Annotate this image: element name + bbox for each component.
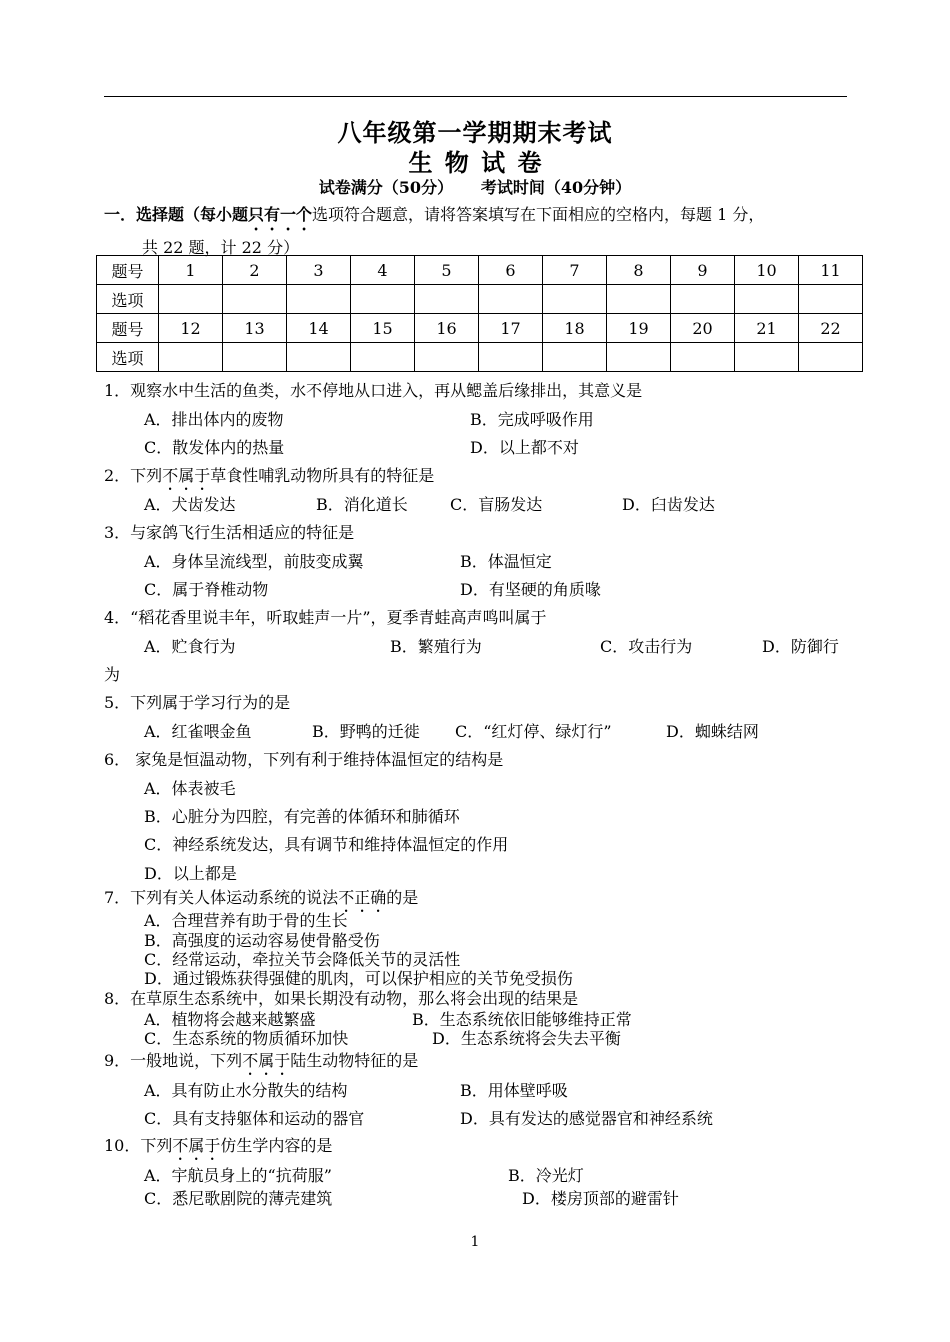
answer-cell[interactable] — [223, 343, 287, 372]
question-number: 12 — [159, 314, 223, 343]
option-a: A．身体呈流线型，前肢变成翼 — [144, 552, 364, 571]
question-8: 8．在草原生态系统中，如果长期没有动物，那么将会出现的结果是 — [104, 989, 579, 1008]
question-emphasis: 不正确 — [338, 888, 387, 907]
question-text: 7．下列有关人体运动系统的说法 — [104, 888, 339, 907]
option-b: B．生态系统依旧能够维持正常 — [412, 1010, 632, 1029]
option-d: D．防御行 — [762, 637, 839, 656]
subject-title: 生 物 试 卷 — [408, 148, 542, 177]
question-number: 15 — [351, 314, 415, 343]
option-c: C．悉尼歌剧院的薄壳建筑 — [144, 1189, 333, 1208]
option-c: C．神经系统发达，具有调节和维持体温恒定的作用 — [144, 835, 509, 854]
answer-cell[interactable] — [159, 285, 223, 314]
section-instructions — [104, 201, 864, 262]
question-text: 的是 — [386, 888, 419, 907]
answer-cell[interactable] — [735, 285, 799, 314]
option-d: D．以上都是 — [144, 864, 237, 883]
question-number: 3 — [287, 256, 351, 285]
question-number: 16 — [415, 314, 479, 343]
answer-cell[interactable] — [159, 343, 223, 372]
answer-cell[interactable] — [287, 343, 351, 372]
option-a: A．植物将会越来越繁盛 — [144, 1010, 316, 1029]
question-10 — [104, 1133, 332, 1164]
option-b: B．消化道长 — [316, 495, 408, 514]
question-3: 3．与家鸽飞行生活相适应的特征是 — [104, 523, 355, 542]
question-emphasis: 不属于 — [162, 466, 211, 485]
answer-cell[interactable] — [543, 343, 607, 372]
option-a: A．宇航员身上的“抗荷服” — [144, 1166, 332, 1185]
question-5: 5．下列属于学习行为的是 — [104, 693, 291, 712]
option-b: B．心脏分为四腔，有完善的体循环和肺循环 — [144, 807, 460, 826]
answer-table — [96, 255, 863, 372]
option-a: A．排出体内的废物 — [144, 410, 284, 429]
question-number: 19 — [607, 314, 671, 343]
option-c: C．攻击行为 — [600, 637, 693, 656]
option-c: C．盲肠发达 — [450, 495, 543, 514]
option-b: B．体温恒定 — [460, 552, 552, 571]
answer-cell[interactable] — [799, 343, 863, 372]
exam-title: 八年级第一学期期末考试 — [337, 118, 613, 147]
option-d: D．生态系统将会失去平衡 — [432, 1029, 621, 1048]
option-d: D．以上都不对 — [470, 438, 579, 457]
answer-cell[interactable] — [287, 285, 351, 314]
option-c: C．散发体内的热量 — [144, 438, 285, 457]
option-c: C．生态系统的物质循环加快 — [144, 1029, 349, 1048]
answer-cell[interactable] — [735, 343, 799, 372]
option-a: A．体表被毛 — [144, 779, 236, 798]
question-number: 1 — [159, 256, 223, 285]
answer-cell[interactable] — [479, 285, 543, 314]
question-6: 6． 家兔是恒温动物，下列有利于维持体温恒定的结构是 — [104, 750, 504, 769]
option-c: C．经常运动，牵拉关节会降低关节的灵活性 — [144, 950, 461, 969]
answer-cell[interactable] — [543, 285, 607, 314]
exam-meta: 试卷满分（50分） 考试时间（40分钟） — [318, 178, 632, 197]
option-d: D．通过锻炼获得强健的肌肉，可以保护相应的关节免受损伤 — [144, 969, 573, 988]
question-number: 22 — [799, 314, 863, 343]
question-number: 8 — [607, 256, 671, 285]
question-text: 陆生动物特征的是 — [290, 1051, 419, 1070]
option-c: C．具有支持躯体和运动的器官 — [144, 1109, 365, 1128]
question-number: 20 — [671, 314, 735, 343]
question-text: 10．下列 — [104, 1136, 173, 1155]
question-text: 2．下列 — [104, 466, 163, 485]
question-4: 4．“稻花香里说丰年，听取蛙声一片”，夏季青蛙高声鸣叫属于 — [104, 608, 547, 627]
question-text: 仿生学内容的是 — [220, 1136, 333, 1155]
answer-cell[interactable] — [351, 343, 415, 372]
answer-cell[interactable] — [479, 343, 543, 372]
question-emphasis: 不属于 — [172, 1136, 221, 1155]
question-number: 21 — [735, 314, 799, 343]
question-number: 6 — [479, 256, 543, 285]
row-label-answer: 选项 — [97, 343, 159, 372]
answer-table-row — [97, 285, 863, 314]
option-c: C．“红灯停、绿灯行” — [455, 722, 612, 741]
header-rule — [104, 96, 847, 97]
answer-cell[interactable] — [799, 285, 863, 314]
option-b: B．高强度的运动容易使骨骼受伤 — [144, 931, 380, 950]
answer-cell[interactable] — [607, 343, 671, 372]
row-label-answer: 选项 — [97, 285, 159, 314]
question-number: 13 — [223, 314, 287, 343]
question-number: 2 — [223, 256, 287, 285]
option-a: A．红雀喂金鱼 — [144, 722, 252, 741]
question-text: 9．一般地说，下列 — [104, 1051, 243, 1070]
option-b: B．用体壁呼吸 — [460, 1081, 568, 1100]
page-number: 1 — [470, 1234, 480, 1250]
question-text: 草食性哺乳动物所具有的特征是 — [210, 466, 435, 485]
answer-table-row — [97, 343, 863, 372]
row-label-number: 题号 — [97, 256, 159, 285]
section-text-line2: 共 22 题，计 22 分） — [142, 238, 300, 257]
section-text: 选项符合题意，请将答案填写在下面相应的空格内，每题 1 分， — [312, 205, 765, 224]
section-emphasis: 只有一个 — [248, 205, 313, 224]
answer-cell[interactable] — [351, 285, 415, 314]
row-label-number: 题号 — [97, 314, 159, 343]
option-d: D．臼齿发达 — [622, 495, 715, 514]
answer-cell[interactable] — [415, 285, 479, 314]
option-d: D．有坚硬的角质喙 — [460, 580, 601, 599]
option-b: B．繁殖行为 — [390, 637, 482, 656]
question-number: 5 — [415, 256, 479, 285]
answer-cell[interactable] — [671, 343, 735, 372]
answer-table-row — [97, 256, 863, 285]
answer-cell[interactable] — [671, 285, 735, 314]
question-9 — [104, 1048, 418, 1079]
question-number: 14 — [287, 314, 351, 343]
option-c: C．属于脊椎动物 — [144, 580, 269, 599]
option-b: B．冷光灯 — [508, 1166, 584, 1185]
section-label: 一．选择题（每小题 — [104, 205, 249, 224]
answer-cell[interactable] — [607, 285, 671, 314]
question-number: 11 — [799, 256, 863, 285]
answer-cell[interactable] — [223, 285, 287, 314]
question-emphasis: 不属于 — [242, 1051, 291, 1070]
question-2 — [104, 463, 434, 494]
option-d-wrap: 为 — [104, 665, 121, 684]
option-b: B．完成呼吸作用 — [470, 410, 594, 429]
option-d: D．具有发达的感觉器官和神经系统 — [460, 1109, 713, 1128]
question-number: 17 — [479, 314, 543, 343]
question-number: 18 — [543, 314, 607, 343]
question-number: 9 — [671, 256, 735, 285]
option-d: D．楼房顶部的避雷针 — [522, 1189, 679, 1208]
option-a: A．合理营养有助于骨的生长 — [144, 911, 348, 930]
question-number: 7 — [543, 256, 607, 285]
question-number: 4 — [351, 256, 415, 285]
answer-table-row — [97, 314, 863, 343]
option-b: B．野鸭的迁徙 — [312, 722, 420, 741]
option-a: A．犬齿发达 — [144, 495, 236, 514]
option-d: D．蜘蛛结网 — [666, 722, 759, 741]
answer-cell[interactable] — [415, 343, 479, 372]
option-a: A．具有防止水分散失的结构 — [144, 1081, 348, 1100]
option-a: A．贮食行为 — [144, 637, 236, 656]
question-1: 1．观察水中生活的鱼类，水不停地从口进入，再从鳃盖后缘排出，其意义是 — [104, 381, 643, 400]
question-number: 10 — [735, 256, 799, 285]
